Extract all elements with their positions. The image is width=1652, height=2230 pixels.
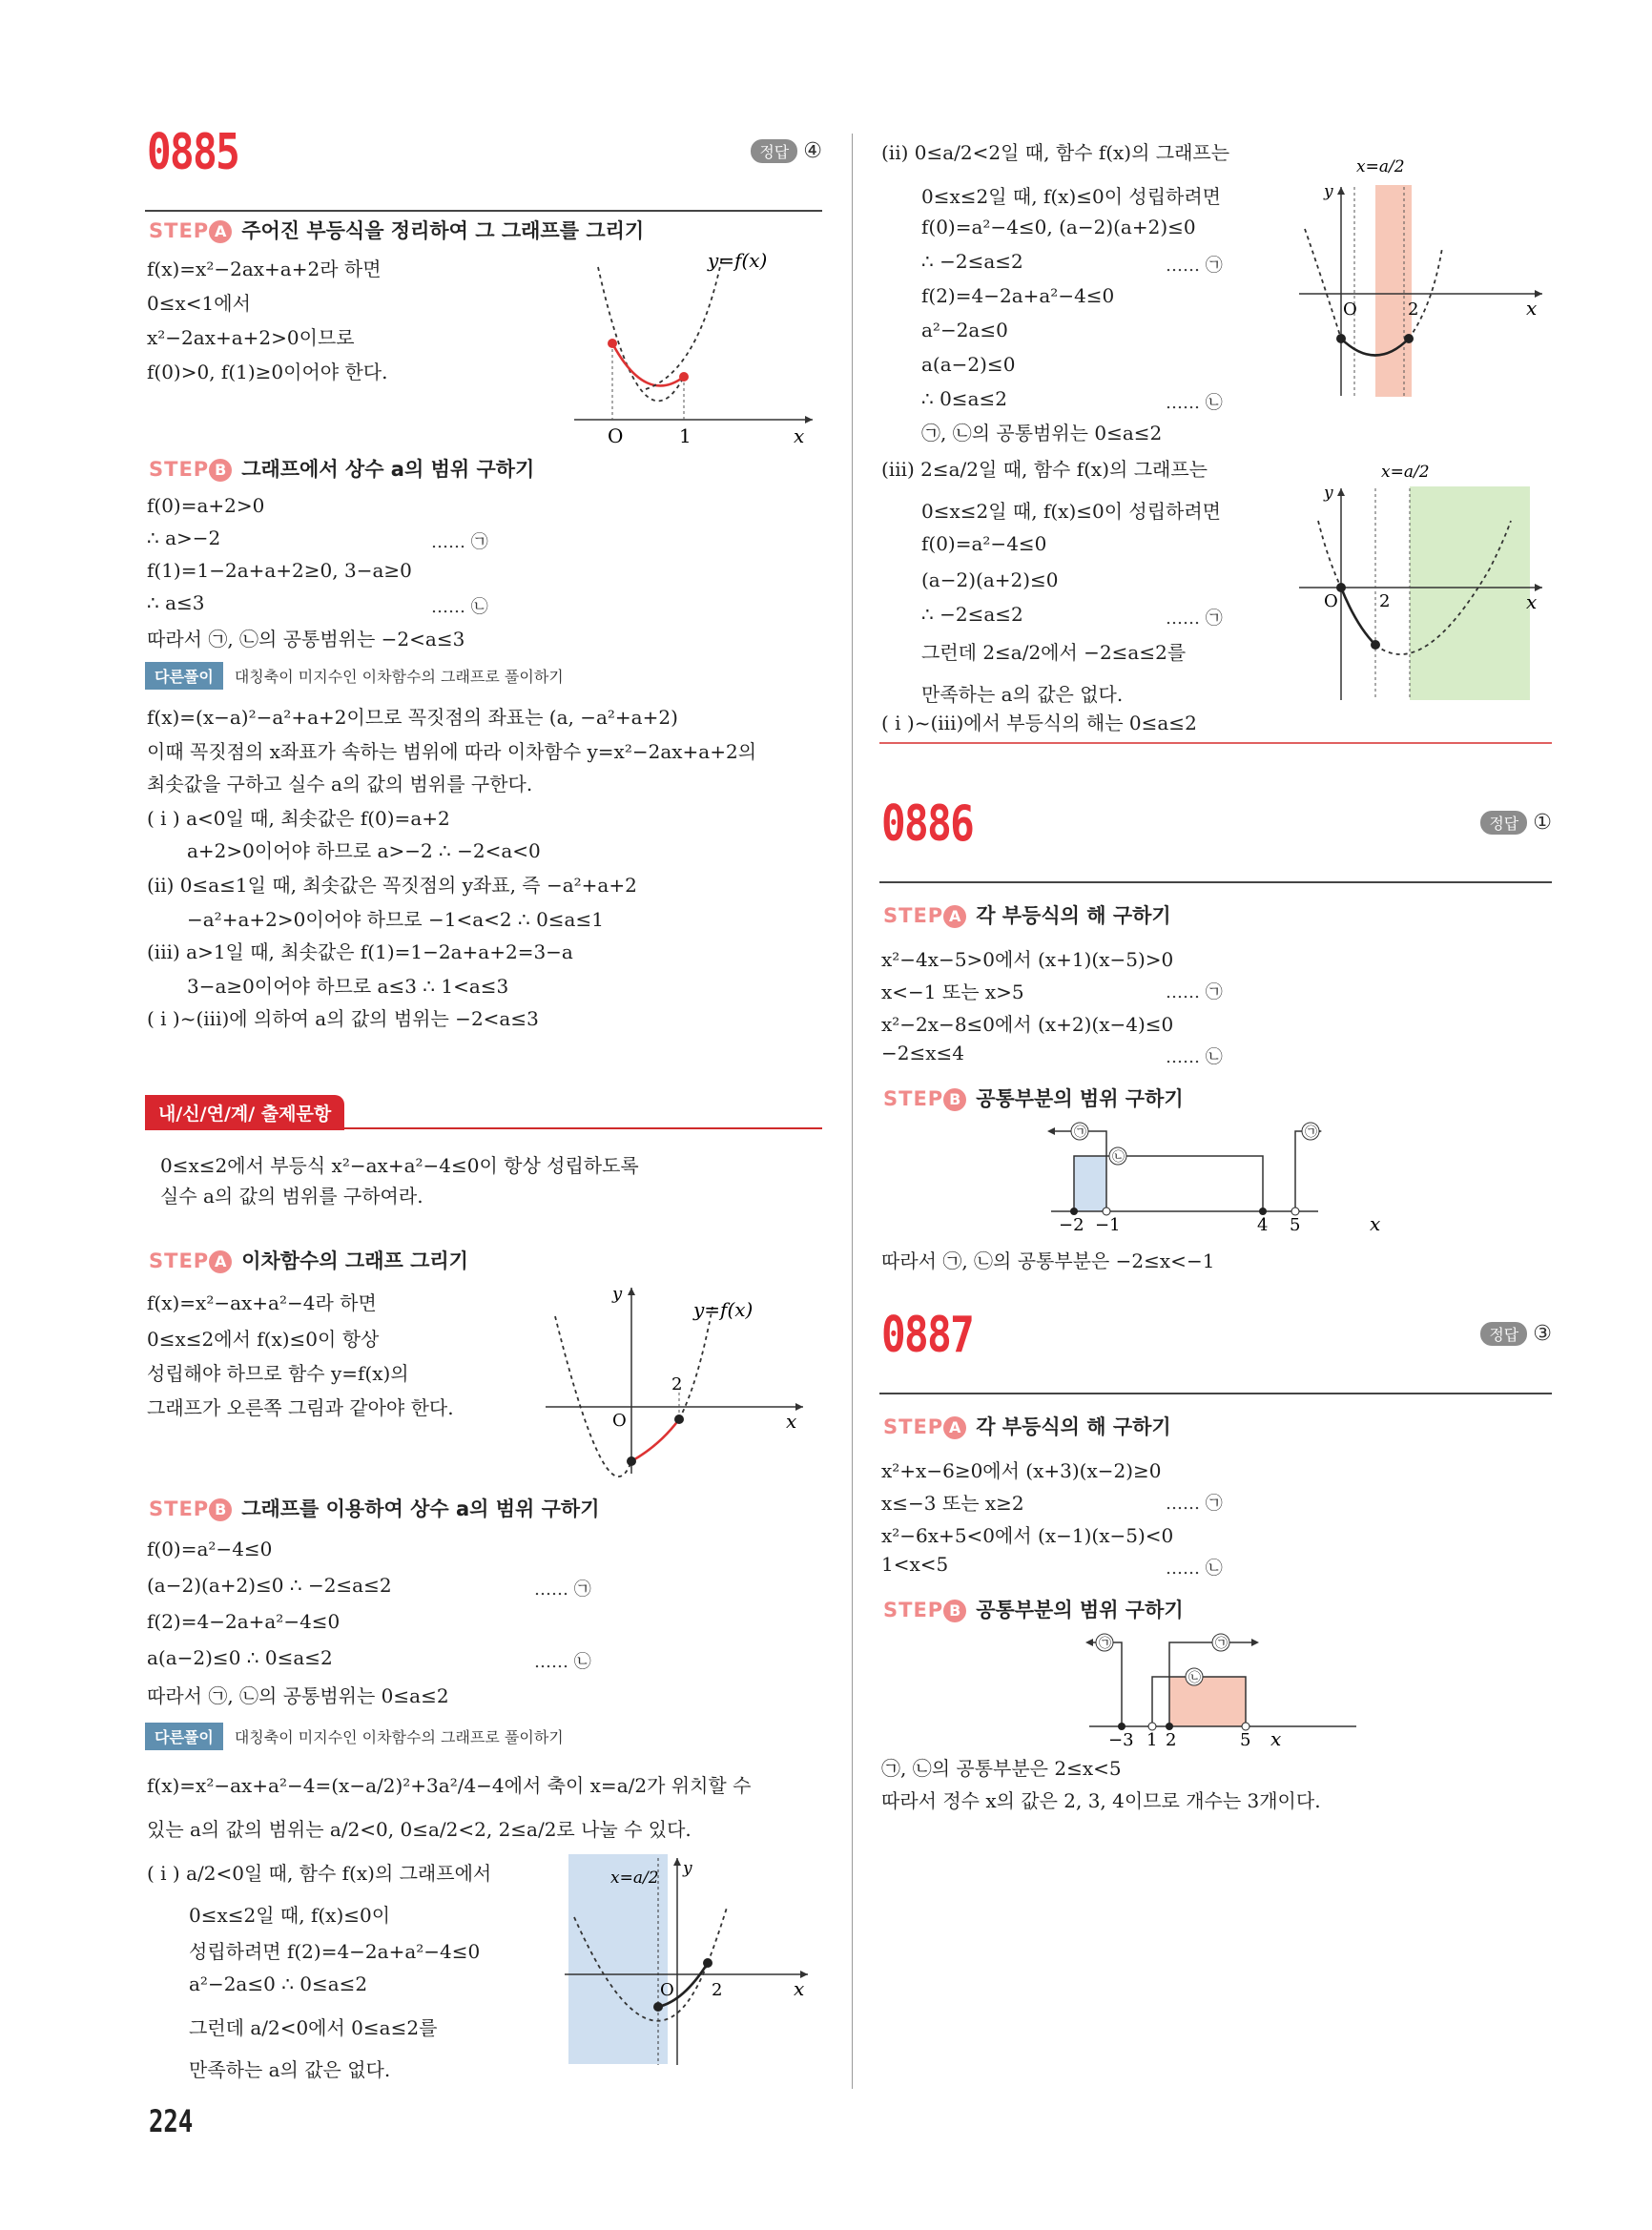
text-line: x²+x−6≥0에서 (x+3)(x−2)≥0 xyxy=(881,1459,1162,1482)
numberline-0886 xyxy=(1042,1118,1328,1232)
answer-value: ① xyxy=(1533,811,1552,835)
tick-label: O xyxy=(1343,299,1357,320)
tick-label: O xyxy=(612,1411,627,1431)
axis-label: y xyxy=(612,1284,623,1304)
mark-2: …… ㉡ xyxy=(431,597,488,617)
answer-badge: 정답 xyxy=(751,139,797,163)
mark-2: …… ㉡ xyxy=(1166,1559,1223,1579)
condition-label: ㉠ xyxy=(1305,1125,1318,1140)
text-line: (ii) 0≤a≤1일 때, 최솟값은 꼭짓점의 y좌표, 즉 −a²+a+2 xyxy=(147,874,637,897)
text-line: 만족하는 a의 값은 없다. xyxy=(921,683,1124,706)
mark-1: …… ㉠ xyxy=(1166,609,1223,629)
text-line: ∴ −2≤a≤2 xyxy=(921,250,1023,273)
tick-label: −3 xyxy=(1108,1730,1134,1750)
text-line: x≤−3 또는 x≥2 xyxy=(881,1492,1024,1515)
text-line: 이때 꼭짓점의 x좌표가 속하는 범위에 따라 이차함수 y=x²−2ax+a+2의 xyxy=(147,740,757,763)
step-b-heading: STEP B 그래프에서 상수 a의 범위 구하기 xyxy=(149,458,535,481)
text-line: 최솟값을 구하고 실수 a의 값의 범위를 구한다. xyxy=(147,773,533,795)
tick-label: 2 xyxy=(712,1980,723,2000)
axis-label: x xyxy=(794,424,805,447)
text-line: x<−1 또는 x>5 xyxy=(881,981,1024,1003)
column-divider xyxy=(852,134,853,2089)
text-line: 따라서 ㉠, ㉡의 공통범위는 −2<a≤3 xyxy=(147,628,465,650)
axis-label: y xyxy=(1324,182,1333,201)
text-line: f(0)=a²−4≤0 xyxy=(147,1538,273,1560)
problem-number: 0885 xyxy=(147,124,239,181)
graph-label: y=f(x) xyxy=(693,1298,754,1321)
naesin-section-header: 내/신/연/계/ 출제문항 xyxy=(145,1095,822,1129)
text-line: −a²+a+2>0이어야 하므로 −1<a<2 ∴ 0≤a≤1 xyxy=(187,908,604,931)
text-line: a(a−2)≤0 ∴ 0≤a≤2 xyxy=(147,1646,333,1669)
text-line: f(x)=x²−2ax+a+2라 하면 xyxy=(147,258,382,280)
tick-label: 2 xyxy=(671,1374,683,1394)
axis-label: y xyxy=(1324,484,1333,503)
answer xyxy=(751,139,822,163)
numberline-0886-var xyxy=(1366,1215,1394,1234)
mark-1: …… ㉠ xyxy=(1166,256,1223,276)
mark-2: …… ㉡ xyxy=(1166,393,1223,413)
text-line: f(0)=a²−4≤0, (a−2)(a+2)≤0 xyxy=(921,216,1196,238)
answer xyxy=(1480,811,1552,835)
curve-right xyxy=(679,1307,712,1419)
text-line: a(a−2)≤0 xyxy=(921,353,1016,376)
section-separator xyxy=(879,742,1552,744)
condition-label: ㉠ xyxy=(1215,1637,1229,1651)
alt-solution-header: 다른풀이 대칭축이 미지수인 이차함수의 그래프로 풀이하기 xyxy=(145,1723,564,1749)
text-line: 그래프가 오른쪽 그림과 같아야 한다. xyxy=(147,1396,454,1419)
curve-red xyxy=(631,1419,679,1461)
axis-label: x xyxy=(1526,590,1538,613)
text-line: 그런데 a/2<0에서 0≤a≤2를 xyxy=(189,2016,438,2039)
text-line: f(0)=a²−4≤0 xyxy=(921,532,1047,555)
text-line: 0≤x≤2일 때, f(x)≤0이 xyxy=(189,1904,391,1927)
text-line: f(x)=(x−a)²−a²+a+2이므로 꼭짓점의 좌표는 (a, −a²+a+2) xyxy=(147,706,678,729)
tick-label: O xyxy=(608,424,624,447)
axis-label: x xyxy=(1270,1727,1282,1750)
tick-label: 5 xyxy=(1290,1215,1301,1232)
result-line: 따라서 정수 x의 값은 2, 3, 4이므로 개수는 3개이다. xyxy=(881,1789,1321,1812)
tick-label: −2 xyxy=(1059,1215,1084,1232)
text-line: f(2)=4−2a+a²−4≤0 xyxy=(921,284,1115,307)
text-line: (iii) 2≤a/2일 때, 함수 f(x)의 그래프는 xyxy=(881,458,1208,481)
step-b-heading: STEP B 공통부분의 범위 구하기 xyxy=(883,1087,1184,1110)
tick-label: 2 xyxy=(1166,1730,1177,1750)
text-line: ∴ a>−2 xyxy=(147,527,221,549)
curve xyxy=(1318,521,1341,588)
step-a-heading: STEP A 각 부등식의 해 구하기 xyxy=(883,1415,1171,1438)
text-line: ㉠, ㉡의 공통범위는 0≤a≤2 xyxy=(921,422,1163,444)
text-line: (iii) a>1일 때, 최솟값은 f(1)=1−2a+a+2=3−a xyxy=(147,940,573,963)
step-b-heading: STEP B 공통부분의 범위 구하기 xyxy=(883,1599,1184,1621)
tick-label: 2 xyxy=(1379,591,1391,611)
tick-label: O xyxy=(1324,591,1338,611)
condition-label: ㉠ xyxy=(1074,1125,1087,1140)
numberline-0887 xyxy=(1080,1629,1366,1751)
problem-0887-header xyxy=(879,1307,1552,1394)
step-a-heading: STEP A 주어진 부등식을 정리하여 그 그래프를 그리기 xyxy=(149,219,645,242)
curve-solid xyxy=(1341,588,1375,645)
text-line: 0≤x≤2일 때, f(x)≤0이 성립하려면 xyxy=(921,500,1222,523)
mark-2: …… ㉡ xyxy=(1166,1047,1223,1067)
text-line: 3−a≥0이어야 하므로 a≤3 ∴ 1<a≤3 xyxy=(187,975,509,998)
result-line: ㉠, ㉡의 공통부분은 2≤x<5 xyxy=(881,1757,1122,1780)
text-line: 만족하는 a의 값은 없다. xyxy=(189,2058,391,2081)
text-line: f(x)=x²−ax+a²−4라 하면 xyxy=(147,1291,377,1314)
problem-0885-header xyxy=(145,124,822,212)
mark-1: …… ㉠ xyxy=(1166,1494,1223,1514)
curve-left xyxy=(598,267,684,401)
text-line: 따라서 ㉠, ㉡의 공통범위는 0≤a≤2 xyxy=(147,1684,449,1707)
answer-value: ③ xyxy=(1533,1322,1552,1346)
problem-0886-header xyxy=(879,795,1552,883)
text-line: ( i )~(iii)에서 부등식의 해는 0≤a≤2 xyxy=(881,712,1197,734)
graph-label: y=f(x) xyxy=(708,249,768,272)
text-line: ( i ) a/2<0일 때, 함수 f(x)의 그래프에서 xyxy=(147,1862,492,1885)
text-line: f(0)=a+2>0 xyxy=(147,494,265,517)
text-line: 0≤x≤2일 때, f(x)≤0이 성립하려면 xyxy=(921,185,1222,208)
result-line: 따라서 ㉠, ㉡의 공통부분은 −2≤x<−1 xyxy=(881,1249,1215,1272)
mark-1: …… ㉠ xyxy=(1166,982,1223,1002)
point-f1 xyxy=(679,372,689,382)
tick-label: 1 xyxy=(1146,1730,1158,1750)
condition-label: ㉡ xyxy=(1112,1150,1125,1165)
region-fill xyxy=(1375,185,1412,397)
text-line: −2≤x≤4 xyxy=(881,1042,965,1064)
text-line: 1<x<5 xyxy=(881,1553,949,1576)
axis-of-symmetry-label: x=a/2 xyxy=(610,1869,659,1888)
tick-label: 2 xyxy=(1408,299,1419,320)
text-line: ( i ) a<0일 때, 최솟값은 f(0)=a+2 xyxy=(147,807,450,830)
text-line: (ii) 0≤a/2<2일 때, 함수 f(x)의 그래프는 xyxy=(881,141,1230,164)
tick-label: 4 xyxy=(1257,1215,1269,1232)
axis-label: y xyxy=(683,1859,692,1878)
text-line: f(0)>0, f(1)≥0이어야 한다. xyxy=(147,361,388,383)
text-line: ∴ a≤3 xyxy=(147,591,205,614)
common-region xyxy=(1169,1677,1246,1726)
tick-label: 5 xyxy=(1240,1730,1251,1750)
svg-text:x: x xyxy=(1370,1215,1381,1234)
text-line: 0≤x<1에서 xyxy=(147,292,251,315)
graph-naesin xyxy=(536,1278,822,1478)
text-line: 성립하려면 f(2)=4−2a+a²−4≤0 xyxy=(189,1940,481,1963)
text-line: x²−4x−5>0에서 (x+1)(x−5)>0 xyxy=(881,948,1174,971)
question-line: 0≤x≤2에서 부등식 x²−ax+a²−4≤0이 항상 성립하도록 xyxy=(160,1154,639,1177)
graph-case1 xyxy=(565,1850,822,2070)
text-line: ∴ 0≤a≤2 xyxy=(921,387,1007,410)
tick-label: O xyxy=(660,1980,674,2000)
mark-2: …… ㉡ xyxy=(534,1652,591,1672)
graph-0885 xyxy=(565,238,822,458)
step-a-heading: STEP A 각 부등식의 해 구하기 xyxy=(883,904,1171,927)
text-line: f(1)=1−2a+a+2≥0, 3−a≥0 xyxy=(147,559,412,582)
problem-number: 0887 xyxy=(881,1307,974,1364)
graph-case2 xyxy=(1299,143,1547,401)
text-line: x²−6x+5<0에서 (x−1)(x−5)<0 xyxy=(881,1524,1174,1547)
text-line: a+2>0이어야 하므로 a>−2 ∴ −2<a<0 xyxy=(187,839,541,862)
curve-red xyxy=(612,343,684,385)
curve-left xyxy=(555,1316,631,1476)
graph-case3 xyxy=(1299,454,1547,702)
text-line: (a−2)(a+2)≤0 ∴ −2≤a≤2 xyxy=(147,1574,392,1597)
text-line: 성립해야 하므로 함수 y=f(x)의 xyxy=(147,1362,409,1385)
text-line: 그런데 2≤a/2에서 −2≤a≤2를 xyxy=(921,641,1187,664)
answer-badge: 정답 xyxy=(1480,1322,1527,1346)
axis-label: x xyxy=(1526,297,1538,320)
tick-label: 1 xyxy=(679,424,692,447)
text-line: 0≤x≤2에서 f(x)≤0이 항상 xyxy=(147,1328,380,1351)
answer xyxy=(1480,1322,1552,1346)
common-region xyxy=(1074,1156,1106,1211)
mark-1: …… ㉠ xyxy=(534,1580,591,1600)
problem-number: 0886 xyxy=(881,795,974,853)
question-line: 실수 a의 값의 범위를 구하여라. xyxy=(160,1185,423,1208)
point-f0 xyxy=(627,1456,636,1466)
condition-label: ㉠ xyxy=(1099,1637,1112,1651)
point-f2 xyxy=(674,1414,684,1424)
answer-value: ④ xyxy=(803,139,822,163)
x-axis-arrow xyxy=(805,416,813,423)
point-f0 xyxy=(608,339,617,348)
text-line: x²−2ax+a+2>0이므로 xyxy=(147,326,355,349)
text-line: f(2)=4−2a+a²−4≤0 xyxy=(147,1610,341,1633)
axis-of-symmetry-label: x=a/2 xyxy=(1356,157,1405,176)
text-line: x²−2x−8≤0에서 (x+2)(x−4)≤0 xyxy=(881,1013,1174,1036)
axis-of-symmetry-label: x=a/2 xyxy=(1381,463,1430,482)
step-b-heading: STEP B 그래프를 이용하여 상수 a의 범위 구하기 xyxy=(149,1497,600,1520)
condition-label: ㉡ xyxy=(1188,1671,1202,1685)
text-line: 있는 a의 값의 범위는 a/2<0, 0≤a/2<2, 2≤a/2로 나눌 수 있다. xyxy=(147,1818,692,1841)
text-line: (a−2)(a+2)≤0 xyxy=(921,568,1059,591)
text-line: ∴ −2≤a≤2 xyxy=(921,603,1023,626)
region-fill xyxy=(1410,486,1530,700)
curve xyxy=(1305,229,1341,339)
page-number: 224 xyxy=(149,2103,194,2139)
step-a-heading: STEP A 이차함수의 그래프 그리기 xyxy=(149,1249,468,1272)
tick-label: −1 xyxy=(1095,1215,1121,1232)
axis-label: x xyxy=(794,1977,805,2000)
answer-badge: 정답 xyxy=(1480,811,1527,835)
alt-solution-header: 다른풀이 대칭축이 미지수인 이차함수의 그래프로 풀이하기 xyxy=(145,662,564,689)
text-line: ( i )~(iii)에 의하여 a의 값의 범위는 −2<a≤3 xyxy=(147,1007,539,1030)
text-line: f(x)=x²−ax+a²−4=(x−a/2)²+3a²/4−4에서 축이 x=a/2가 위치할 수 xyxy=(147,1774,752,1797)
axis-label: x xyxy=(786,1410,797,1433)
text-line: a²−2a≤0 ∴ 0≤a≤2 xyxy=(189,1972,368,1995)
text-line: a²−2a≤0 xyxy=(921,319,1008,341)
mark-1: …… ㉠ xyxy=(431,532,488,552)
curve-right xyxy=(646,258,722,389)
